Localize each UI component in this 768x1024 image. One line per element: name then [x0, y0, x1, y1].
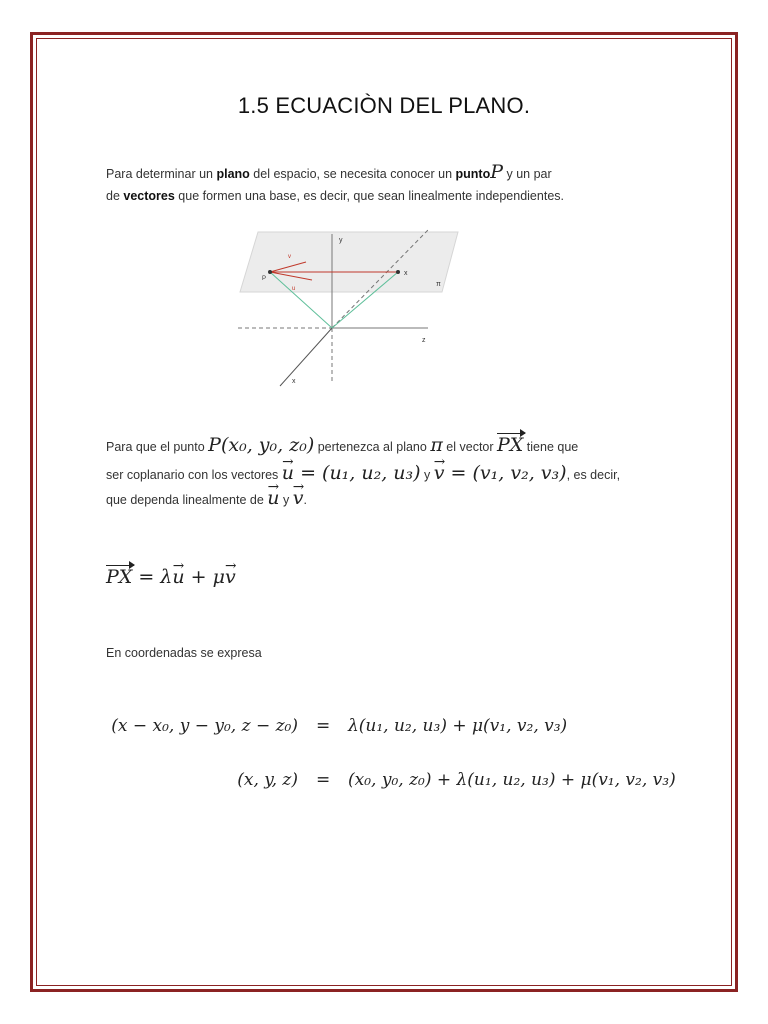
intro-text: del espacio, se necesita conocer un	[249, 167, 456, 181]
label-x-bottom: x	[292, 378, 296, 385]
condition-line-1	[106, 434, 578, 456]
label-x-right: x	[404, 270, 408, 277]
math-u: → u	[282, 462, 294, 484]
condition-text: el vector	[442, 440, 497, 454]
math-pi: π	[430, 434, 443, 456]
condition-text: y	[279, 493, 293, 507]
equation-rhs: λ(u₁, u₂, u₃) + μ(v₁, v₂, v₃)	[348, 716, 568, 736]
condition-text: .	[303, 493, 307, 507]
equation-rhs: (x₀, y₀, z₀) + λ(u₁, u₂, u₃) + μ(v₁, v₂, v₃)	[348, 770, 676, 790]
label-z: z	[422, 337, 426, 344]
math-point-p: P	[490, 161, 504, 183]
math-equals-lambda: = λ	[132, 566, 173, 588]
equation-equals: =	[316, 716, 331, 736]
math-vector-px	[497, 434, 523, 456]
overarrow	[106, 565, 134, 566]
term-plano: plano	[216, 167, 250, 181]
coords-intro: En coordenadas se expresa	[106, 646, 262, 660]
math-v: → v	[293, 487, 304, 509]
axis-x	[280, 328, 332, 386]
equation-lhs: (x − x₀, y − y₀, z − z₀)	[111, 716, 298, 736]
plane-figure	[236, 228, 462, 390]
math-px-text: PX	[497, 434, 524, 456]
label-v: v	[288, 254, 291, 260]
math-u-components: = (u₁, u₂, u₃)	[294, 462, 421, 484]
math-vector-v-def	[434, 462, 567, 484]
condition-text: y	[420, 468, 434, 482]
condition-line-3	[106, 487, 307, 509]
math-v: → v	[434, 462, 445, 484]
condition-text: Para que el punto	[106, 440, 209, 454]
condition-text: ser coplanario con los vectores	[106, 468, 282, 482]
label-y: y	[339, 237, 343, 244]
math-plus-mu: + μ	[184, 566, 225, 588]
point-x	[396, 270, 400, 274]
intro-text: y un par	[503, 167, 552, 181]
label-pi: π	[436, 281, 441, 288]
math-v: → v	[225, 566, 236, 588]
math-point-p0: P(x₀, y₀, z₀)	[208, 434, 315, 456]
condition-text: tiene que	[523, 440, 579, 454]
condition-line-2	[106, 462, 620, 484]
equation-equals: =	[316, 770, 331, 790]
label-u: u	[292, 286, 296, 292]
math-v-components: = (v₁, v₂, v₃)	[444, 462, 567, 484]
math-u: → u	[267, 487, 279, 509]
term-vectores: vectores	[123, 189, 175, 203]
equation-lhs: (x, y, z)	[237, 770, 298, 790]
page-title: 1.5 ECUACIÒN DEL PLANO.	[237, 93, 531, 118]
math-u: → u	[172, 566, 184, 588]
vector-equation	[106, 566, 236, 588]
label-p: P	[262, 276, 267, 282]
intro-text: Para determinar un	[106, 167, 217, 181]
plane-pi	[240, 232, 458, 292]
intro-text: de	[106, 189, 124, 203]
condition-text: , es decir,	[566, 468, 621, 482]
math-px-text: PX	[106, 566, 133, 588]
term-punto: punto	[455, 167, 491, 181]
point-p	[268, 270, 272, 274]
condition-text: que dependa linealmente de	[106, 493, 268, 507]
intro-line-1	[106, 161, 552, 183]
overarrow	[497, 433, 525, 434]
math-vector-px	[106, 566, 132, 588]
intro-text: que formen una base, es decir, que sean linealmente independientes.	[174, 189, 564, 203]
intro-line-2	[106, 189, 564, 203]
condition-text: pertenezca al plano	[314, 440, 431, 454]
